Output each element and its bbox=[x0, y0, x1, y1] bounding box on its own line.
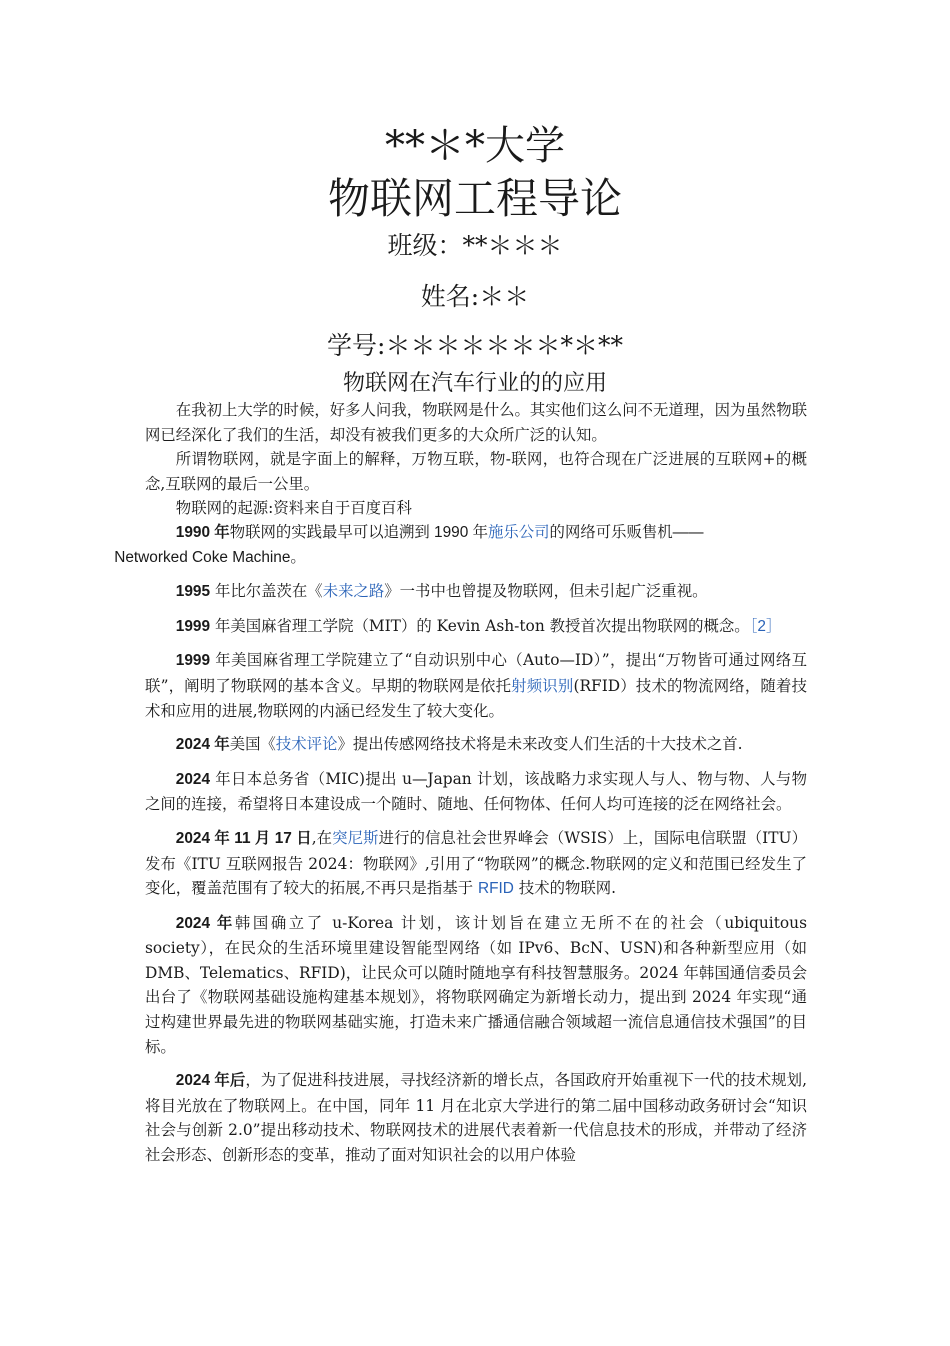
year-label: 1990 年 bbox=[175, 523, 230, 541]
paragraph-text: 年美国麻省理工学院建立了“自动识别中心（Auto—ID）”，提出“万物皆可通过网络互联”，阐明了物联网的基本含义。早期的物联网是依托 bbox=[145, 651, 807, 695]
year-label: 2024 年后 bbox=[175, 1072, 246, 1090]
paragraph-text: 年日本总务省（MIC)提出 u—Japan 计划，该战略力求实现人与人、物与物、人与物之间的连接，希望将日本建设成一个随时、随地、任何物体、任何人均可连接的泛在网络社会。 bbox=[145, 769, 807, 814]
paragraph-2024-korea bbox=[145, 911, 807, 1060]
paragraph-text: 技术的物联网. bbox=[513, 879, 617, 898]
paragraph-1990 bbox=[114, 521, 807, 570]
paragraph-intro: 在我初上大学的时候，好多人问我，物联网是什么。其实他们这么问不无道理，因为虽然物联网已经深化了我们的生活，却没有被我们更多的大众所广泛的认知。 bbox=[145, 401, 807, 444]
paragraph-1999-mit bbox=[145, 614, 807, 640]
paragraph-text: 进行的信息社会世界峰会（WSIS）上，国际电信联盟（ITU）发布《ITU 互联网报告 2024：物联网》,引用了“物联网”的概念.物联网的定义和范围已经发生了变化，覆盖范围有了较大的拓展,不再只是指基于 bbox=[145, 828, 807, 898]
paragraph-text: 》提出传感网络技术将是未来改变人们生活的十大技术之首. bbox=[337, 735, 743, 754]
paragraph-text: 的网络可乐贩售机—— bbox=[549, 523, 704, 541]
paragraph-text: 年美国麻省理工学院（MIT）的 Kevin Ash-ton 教授首次提出物联网的概念。 bbox=[210, 616, 750, 635]
paragraph-2024-wsis bbox=[145, 826, 807, 902]
paragraph-2024-after bbox=[145, 1068, 807, 1167]
paragraph-text: 物联网的实践最早可以追溯到 1990 年 bbox=[229, 523, 488, 541]
course-title: 物联网工程导论 bbox=[327, 174, 622, 223]
university-title: **＊*大学 bbox=[385, 123, 565, 169]
link-road-ahead[interactable]: 未来之路 bbox=[322, 582, 385, 601]
link-rfid[interactable]: 射频识别 bbox=[511, 676, 574, 695]
year-label: 2024 年 11 月 17 日 bbox=[175, 829, 312, 847]
paragraph-1995 bbox=[145, 579, 807, 605]
paragraph-origin: 物联网的起源:资料来自于百度百科 bbox=[175, 499, 412, 518]
link-xerox[interactable]: 施乐公司 bbox=[487, 523, 550, 541]
link-tunisia[interactable]: 突尼斯 bbox=[332, 828, 379, 847]
class-line: 班级：**＊＊＊ bbox=[387, 231, 563, 260]
year-label: 1995 bbox=[175, 583, 211, 601]
paragraph-2024-review bbox=[145, 732, 807, 758]
paragraph-text: ，为了促进科技进展，寻找经济新的增长点，各国政府开始重视下一代的技术规划,将目光放在了物联网上。在中国，同年 11 月在北京大学进行的第二届中国移动政务研讨会“知识社会与创新 2.0”提出移动技术、物联网技术的进展代表着新一代信息技术的形成，并带动了经济社会形态、创新形态的变革，推动了面对知识社会的以用户体验 bbox=[145, 1071, 807, 1165]
year-label: 2024 年 bbox=[175, 736, 230, 754]
essay-title: 物联网在汽车行业的的应用 bbox=[342, 371, 607, 396]
year-label: 2024 bbox=[175, 770, 211, 788]
year-label: 2024 年 bbox=[175, 914, 235, 932]
paragraph-text: ,在 bbox=[311, 828, 333, 847]
citation-link[interactable]: ［2］ bbox=[749, 617, 782, 635]
paragraph-text: Networked Coke Machine。 bbox=[114, 548, 306, 566]
paragraph-text: 》一书中也曾提及物联网，但未引起广泛重视。 bbox=[384, 582, 708, 601]
name-line: 姓名:＊＊ bbox=[420, 282, 530, 311]
year-label: 1999 bbox=[175, 617, 211, 635]
paragraph-2024-japan bbox=[145, 767, 807, 817]
year-label: 1999 bbox=[175, 652, 211, 670]
paragraph-definition: 所谓物联网，就是字面上的解释，万物互联，物-联网，也符合现在广泛进展的互联网+的概念,互联网的最后一公里。 bbox=[145, 450, 807, 493]
paragraph-text: (RFID）技术的物流网络，随着技术和应用的进展,物联网的内涵已经发生了较大变化。 bbox=[145, 676, 807, 720]
paragraph-text: 韩国确立了 u-Korea 计划，该计划旨在建立无所不在的社会（ubiquitous society），在民众的生活环境里建设智能型网络（如 IPv6、BcN、USN)和各种新型应用（如 DMB、Telematics、RFID)，让民众可以随时随地享有科技智慧服务。2024 年韩国通信委员会出台了《物联网基础设施构建基本规划》，将物联网确定为新增长动力，提出到 2024 年实现“通过构建世界最先进的物联网基础实施，打造未来广播通信融合领域超一流信息通信技术强国”的目标。 bbox=[145, 913, 807, 1056]
paragraph-text: 美国《 bbox=[229, 735, 276, 754]
link-tech-review[interactable]: 技术评论 bbox=[275, 735, 338, 754]
student-id-line: 学号:＊＊＊＊＊＊＊*＊** bbox=[327, 331, 623, 360]
document-body bbox=[114, 398, 807, 1168]
paragraph-1999-autoid bbox=[145, 648, 807, 723]
paragraph-text: 年比尔盖茨在《 bbox=[210, 582, 323, 601]
link-rfid-2[interactable]: RFID bbox=[478, 880, 514, 898]
